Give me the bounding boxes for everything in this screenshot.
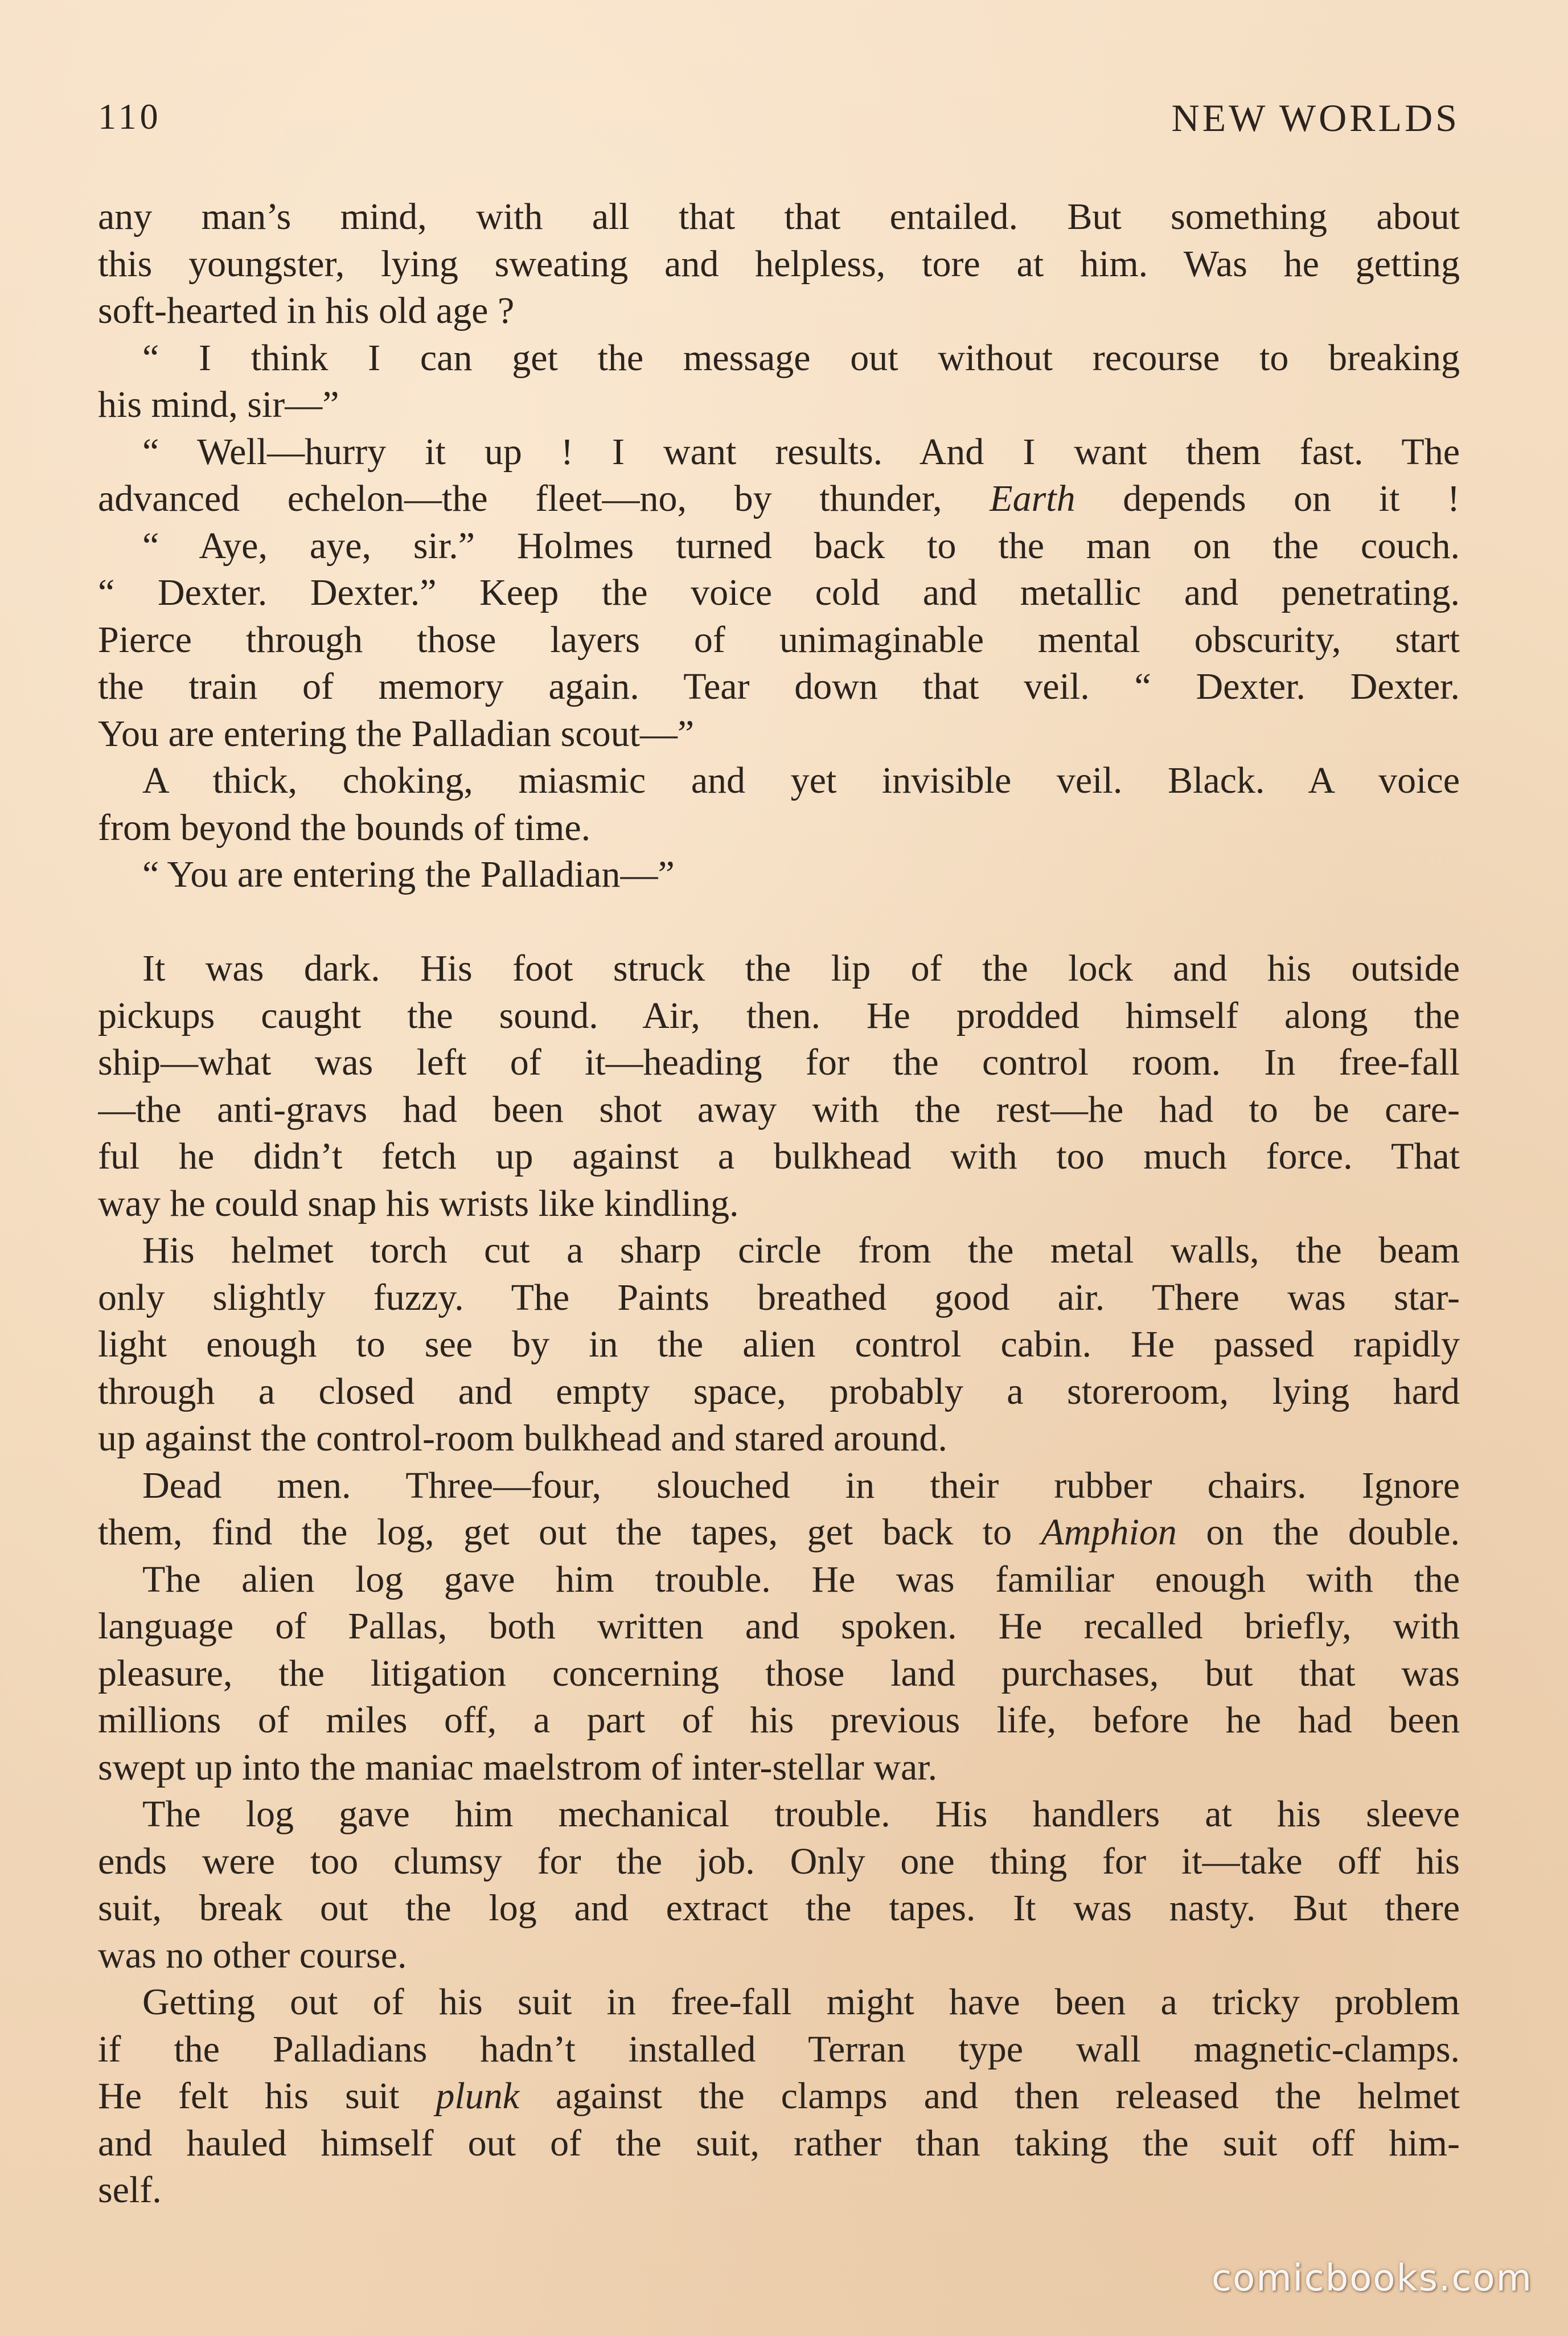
- text-line: The log gave him mechanical trouble. His handlers at his sleeve: [142, 1793, 1460, 1835]
- running-head: [98, 96, 1460, 147]
- text-line: was no other course.: [98, 1934, 407, 1976]
- text-line: self.: [98, 2169, 162, 2211]
- page-number: 110: [98, 96, 162, 137]
- text-line: —the anti-gravs had been shot away with the rest—he had to be care-: [98, 1088, 1460, 1130]
- text-line: through a closed and empty space, probably a storeroom, lying hard: [98, 1370, 1460, 1412]
- text-line: swept up into the maniac maelstrom of inter-stellar war.: [98, 1746, 938, 1788]
- text-line: ful he didn’t fetch up against a bulkhead with too much force. That: [98, 1136, 1460, 1177]
- running-title: NEW WORLDS: [1171, 96, 1460, 140]
- text-line: pickups caught the sound. Air, then. He prodded himself along the: [98, 994, 1460, 1036]
- text-line: His helmet torch cut a sharp circle from the metal walls, the beam: [142, 1230, 1460, 1271]
- text-line: any man’s mind, with all that that entailed. But something about: [98, 196, 1460, 237]
- text-line: if the Palladians hadn’t installed Terran type wall magnetic-clamps.: [98, 2028, 1460, 2070]
- text-line: light enough to see by in the alien control cabin. He passed rapidly: [98, 1323, 1460, 1365]
- text-line: “ I think I can get the message out without recourse to breaking: [142, 337, 1460, 379]
- text-line: and hauled himself out of the suit, rather than taking the suit off him-: [98, 2122, 1460, 2164]
- text-line: ends were too clumsy for the job. Only one thing for it—take off his: [98, 1840, 1460, 1882]
- text-line: “ Well—hurry it up ! I want results. And I want them fast. The: [142, 431, 1460, 473]
- text-line: Getting out of his suit in free-fall might have been a tricky problem: [142, 1981, 1460, 2023]
- text-line: up against the control-room bulkhead and stared around.: [98, 1417, 947, 1459]
- text-line: his mind, sir—”: [98, 384, 339, 425]
- text-line: this youngster, lying sweating and helpless, tore at him. Was he getting: [98, 243, 1460, 285]
- text-line: “ Dexter. Dexter.” Keep the voice cold and metallic and penetrating.: [98, 572, 1460, 613]
- text-line: Pierce through those layers of unimaginable mental obscurity, start: [98, 618, 1460, 661]
- text-line: way he could snap his wrists like kindling.: [98, 1182, 739, 1224]
- text-line: It was dark. His foot struck the lip of the lock and his outside: [142, 948, 1460, 989]
- text-line: ship—what was left of it—heading for the control room. In free-fall: [98, 1042, 1460, 1083]
- text-line: language of Pallas, both written and spoken. He recalled briefly, with: [98, 1605, 1460, 1647]
- text-line: them, find the log, get out the tapes, get back to Amphion on the double.: [98, 1511, 1460, 1553]
- text-line: only slightly fuzzy. The Paints breathed good air. There was star-: [98, 1276, 1460, 1318]
- text-line: A thick, choking, miasmic and yet invisible veil. Black. A voice: [142, 760, 1460, 801]
- text-line: from beyond the bounds of time.: [98, 806, 591, 849]
- text-line: Dead men. Three—four, slouched in their rubber chairs. Ignore: [142, 1464, 1460, 1506]
- section-break: [98, 899, 1460, 946]
- text-line: He felt his suit plunk against the clamps and then released the helmet: [98, 2075, 1460, 2117]
- text-line: “ Aye, aye, sir.” Holmes turned back to the man on the couch.: [142, 524, 1460, 567]
- body-text: [98, 194, 1460, 2214]
- text-line: soft-hearted in his old age ?: [98, 290, 515, 331]
- text-line: advanced echelon—the fleet—no, by thunder, Earth depends on it !: [98, 478, 1460, 519]
- text-line: The alien log gave him trouble. He was familiar enough with the: [142, 1558, 1460, 1600]
- text-line: suit, break out the log and extract the tapes. It was nasty. But there: [98, 1887, 1460, 1929]
- watermark: comicbooks.com: [1211, 2257, 1533, 2300]
- text-line: You are entering the Palladian scout—”: [98, 712, 695, 755]
- text-line: the train of memory again. Tear down that veil. “ Dexter. Dexter.: [98, 666, 1460, 707]
- text-line: millions of miles off, a part of his previous life, before he had been: [98, 1699, 1460, 1741]
- text-line: “ You are entering the Palladian—”: [142, 854, 675, 895]
- text-line: pleasure, the litigation concerning those land purchases, but that was: [98, 1652, 1460, 1694]
